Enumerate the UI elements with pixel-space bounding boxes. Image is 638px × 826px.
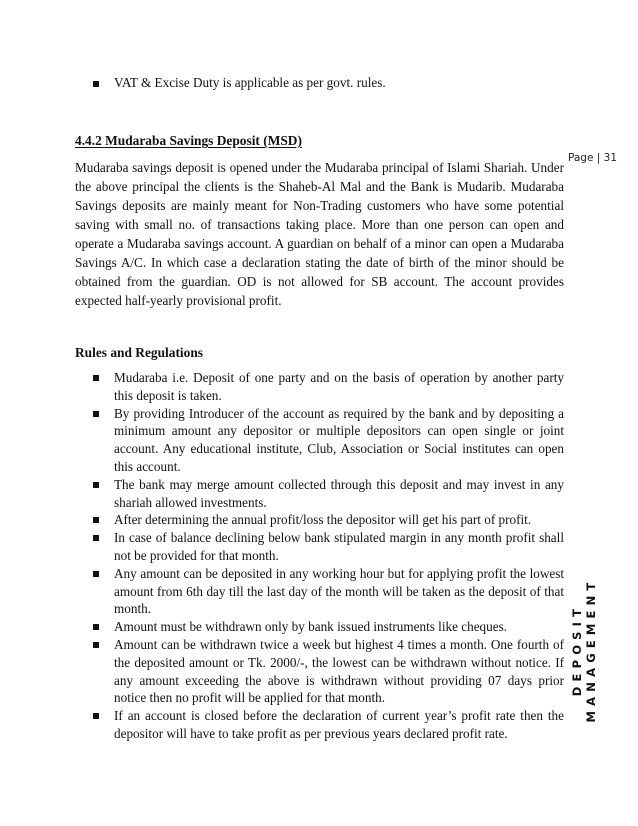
section-heading: 4.4.2 Mudaraba Savings Deposit (MSD) bbox=[75, 133, 302, 148]
rule-item bbox=[93, 636, 564, 707]
rule-text: Mudaraba i.e. Deposit of one party and on the basis of operation by another party this deposit is taken. bbox=[114, 370, 564, 403]
square-bullet-icon bbox=[93, 535, 99, 541]
rule-text: In case of balance declining below bank stipulated margin in any month profit shall not be provided for that month. bbox=[114, 530, 564, 563]
top-bullet-text: VAT & Excise Duty is applicable as per govt. rules. bbox=[114, 75, 386, 90]
rule-item bbox=[93, 618, 564, 636]
rule-text: Amount must be withdrawn only by bank issued instruments like cheques. bbox=[114, 619, 508, 635]
square-bullet-icon bbox=[93, 713, 99, 719]
rule-item bbox=[93, 529, 564, 565]
rule-item bbox=[93, 511, 564, 529]
rule-text: The bank may merge amount collected through this deposit and may invest in any shariah allowed investments. bbox=[114, 476, 564, 510]
rule-text: Amount can be withdrawn twice a week but highest 4 times a month. One fourth of the deposited amount or Tk. 2000/-, the lowest can be withdrawn without notice. If any amount exceeding the above is withdrawn without providing 07 days prior notice then no profit will be applied for that month. bbox=[114, 636, 564, 706]
square-bullet-icon bbox=[93, 375, 99, 381]
rule-item bbox=[93, 405, 564, 476]
rule-item bbox=[93, 565, 564, 618]
square-bullet-icon bbox=[93, 624, 99, 630]
square-bullet-icon bbox=[93, 642, 99, 648]
rule-item bbox=[93, 369, 564, 405]
side-section-label: DEPOSIT MANAGEMENT bbox=[570, 577, 598, 723]
rule-text: Any amount can be deposited in any working hour but for applying profit the lowest amount from 6th day till the last day of the month will be taken as the deposit of that month. bbox=[114, 565, 564, 617]
rule-text: By providing Introducer of the account as required by the bank and by depositing a minimum amount any depositor or multiple depositors can open single or joint account. Any educational institute, Club, Association or Social institutes can open this account. bbox=[114, 405, 564, 474]
rule-text: If an account is closed before the declaration of current year’s profit rate then the depositor will have to take profit as per previous years declared profit rate. bbox=[114, 708, 564, 741]
rule-item bbox=[93, 476, 564, 512]
page-number: Page | 31 bbox=[568, 152, 617, 164]
square-bullet-icon bbox=[93, 517, 99, 523]
rules-heading: Rules and Regulations bbox=[75, 345, 203, 360]
rules-list bbox=[93, 369, 564, 743]
rule-text: After determining the annual profit/loss the depositor will get his part of profit. bbox=[114, 512, 532, 528]
top-bullet bbox=[93, 75, 386, 91]
square-bullet-icon bbox=[93, 571, 99, 577]
square-bullet-icon bbox=[93, 411, 99, 417]
square-bullet-icon bbox=[93, 81, 99, 87]
rule-item bbox=[93, 707, 564, 743]
square-bullet-icon bbox=[93, 482, 99, 488]
body-paragraph: Mudaraba savings deposit is opened under the Mudaraba principal of Islami Shariah. Under the above principal the clients is the Shaheb-Al Mal and the Bank is Mudarib. Mudaraba Savings deposits are mainly meant for Non-Trading customers who have some potential saving with small no. of transactions taking place. More than one person can open and operate a Mudaraba savings account. A guardian on behalf of a minor can open a Mudaraba Savings A/C. In which case a declaration stating the date of birth of the minor should be obtained from the guardian. OD is not allowed for SB account. The account provides expected half-yearly provisional profit. bbox=[75, 160, 564, 308]
